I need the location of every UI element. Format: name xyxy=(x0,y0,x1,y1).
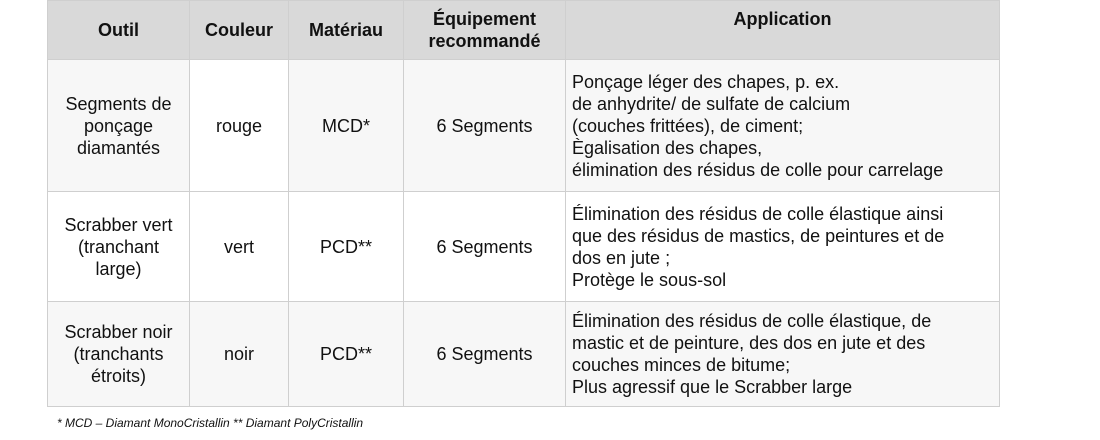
table-row xyxy=(48,60,1000,192)
cell-application: Ponçage léger des chapes, p. ex. de anhydrite/ de sulfate de calcium (couches frittées), de ciment; Ègalisation des chapes, élimination des résidus de colle pour carrelage xyxy=(566,60,1000,192)
cell-couleur: noir xyxy=(190,302,289,407)
tools-table xyxy=(47,0,1000,407)
cell-equipement: 6 Segments xyxy=(404,60,566,192)
cell-outil: Scrabber noir (tranchants étroits) xyxy=(48,302,190,407)
cell-outil: Scrabber vert (tranchant large) xyxy=(48,192,190,302)
cell-equipement: 6 Segments xyxy=(404,302,566,407)
header-couleur: Couleur xyxy=(190,1,289,60)
table-header-row xyxy=(48,1,1000,60)
header-equipement: Équipement recommandé xyxy=(404,1,566,60)
cell-materiau: MCD* xyxy=(289,60,404,192)
cell-materiau: PCD** xyxy=(289,192,404,302)
cell-equipement: 6 Segments xyxy=(404,192,566,302)
header-materiau: Matériau xyxy=(289,1,404,60)
cell-outil: Segments de ponçage diamantés xyxy=(48,60,190,192)
cell-couleur: vert xyxy=(190,192,289,302)
header-application: Application xyxy=(566,1,1000,60)
table-row xyxy=(48,302,1000,407)
cell-application: Élimination des résidus de colle élastique ainsi que des résidus de mastics, de peintures et de dos en jute ; Protège le sous-sol xyxy=(566,192,1000,302)
table-row xyxy=(48,192,1000,302)
cell-couleur: rouge xyxy=(190,60,289,192)
cell-application: Élimination des résidus de colle élastique, de mastic et de peinture, des dos en jute et des couches minces de bitume; Plus agressif que le Scrabber large xyxy=(566,302,1000,407)
cell-materiau: PCD** xyxy=(289,302,404,407)
footnote: * MCD – Diamant MonoCristallin ** Diamant PolyCristallin xyxy=(57,416,364,430)
header-outil: Outil xyxy=(48,1,190,60)
